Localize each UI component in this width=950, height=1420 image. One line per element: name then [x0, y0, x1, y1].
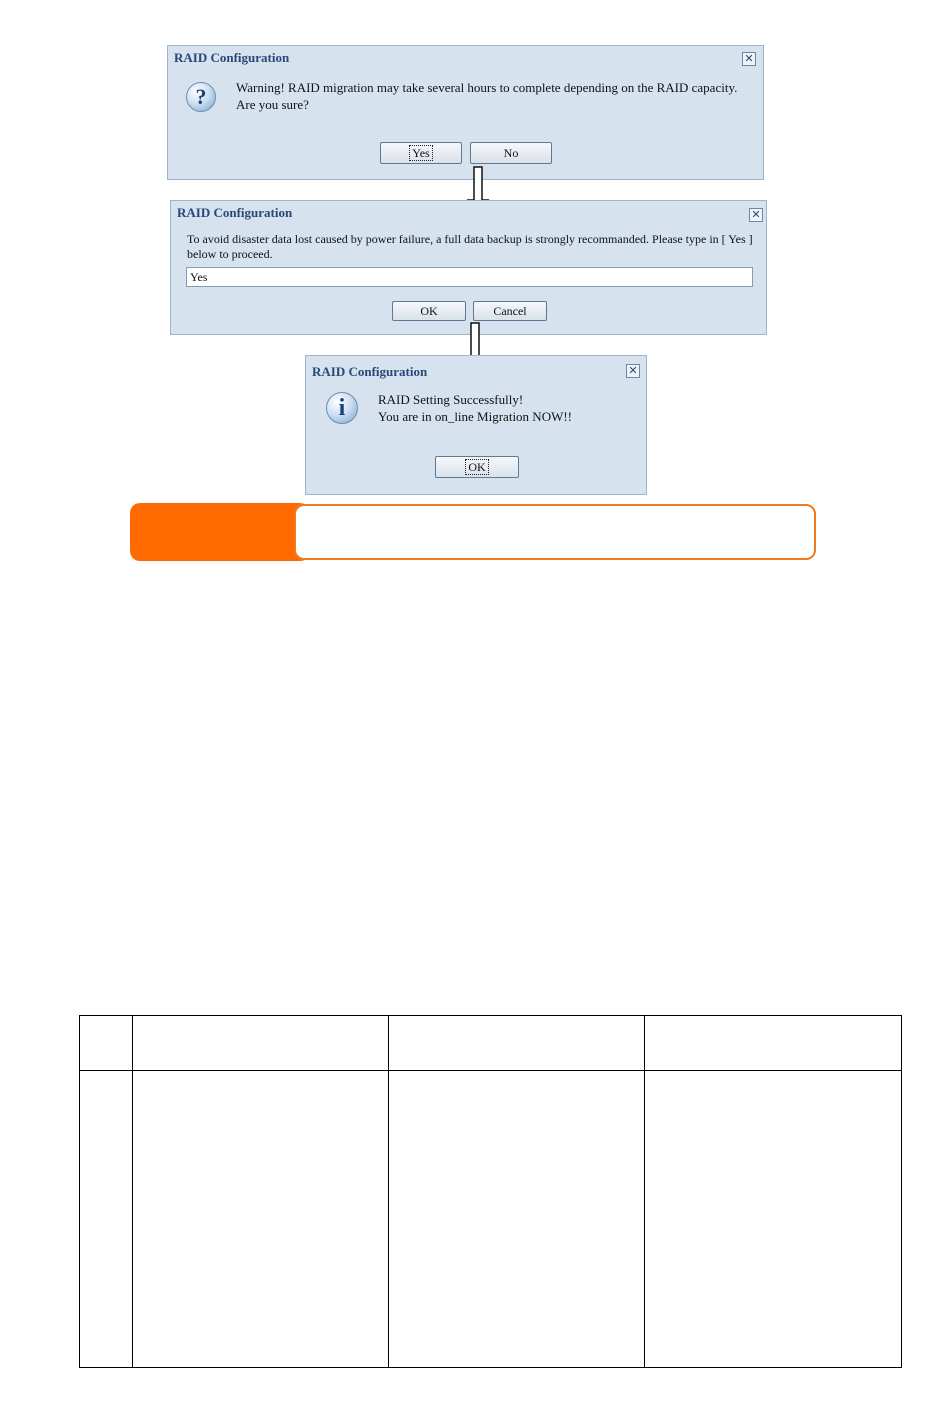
confirm-text-input[interactable]: Yes [186, 267, 753, 287]
backup-message [187, 232, 762, 262]
table-cell [132, 1016, 388, 1071]
raid-warning-dialog [167, 45, 764, 180]
table-header-row [80, 1016, 902, 1071]
yes-button[interactable]: Yes [380, 142, 462, 164]
dialog-title: RAID Configuration [174, 50, 290, 65]
table-cell [80, 1016, 133, 1071]
raid-success-dialog [305, 355, 647, 495]
cancel-button[interactable]: Cancel [473, 301, 547, 321]
close-icon[interactable]: ✕ [626, 364, 640, 378]
table-cell [645, 1071, 902, 1368]
table-cell [132, 1071, 388, 1368]
success-message [378, 391, 638, 425]
no-button[interactable]: No [470, 142, 552, 164]
table [79, 1015, 902, 1368]
table-cell [388, 1016, 645, 1071]
close-icon[interactable]: ✕ [749, 208, 763, 222]
confirm-question: Are you sure? [236, 97, 309, 112]
warning-line: Warning! RAID migration may take several hours to complete depending on the RAID capacity. [236, 80, 738, 95]
backup-line: below to proceed. [187, 247, 273, 261]
question-icon: ? [186, 82, 216, 112]
close-icon[interactable]: ✕ [742, 52, 756, 66]
dialog-title: RAID Configuration [312, 364, 428, 379]
migration-status: You are in on_line Migration NOW!! [378, 409, 573, 424]
table-cell [645, 1016, 902, 1071]
table-cell [388, 1071, 645, 1368]
backup-line: To avoid disaster data lost caused by power failure, a full data backup is strongly recommanded. Please type in [ Yes ] [187, 232, 753, 246]
info-icon: i [326, 392, 358, 424]
dialog-title: RAID Configuration [177, 205, 293, 220]
success-line: RAID Setting Successfully! [378, 392, 524, 407]
warning-message [236, 79, 756, 113]
table-row [80, 1071, 902, 1368]
table-cell [80, 1071, 133, 1368]
ok-button[interactable]: OK [435, 456, 519, 478]
backup-confirm-dialog [170, 200, 767, 335]
note-label-tab [130, 503, 310, 561]
ok-button[interactable]: OK [392, 301, 466, 321]
note-box [294, 504, 816, 560]
